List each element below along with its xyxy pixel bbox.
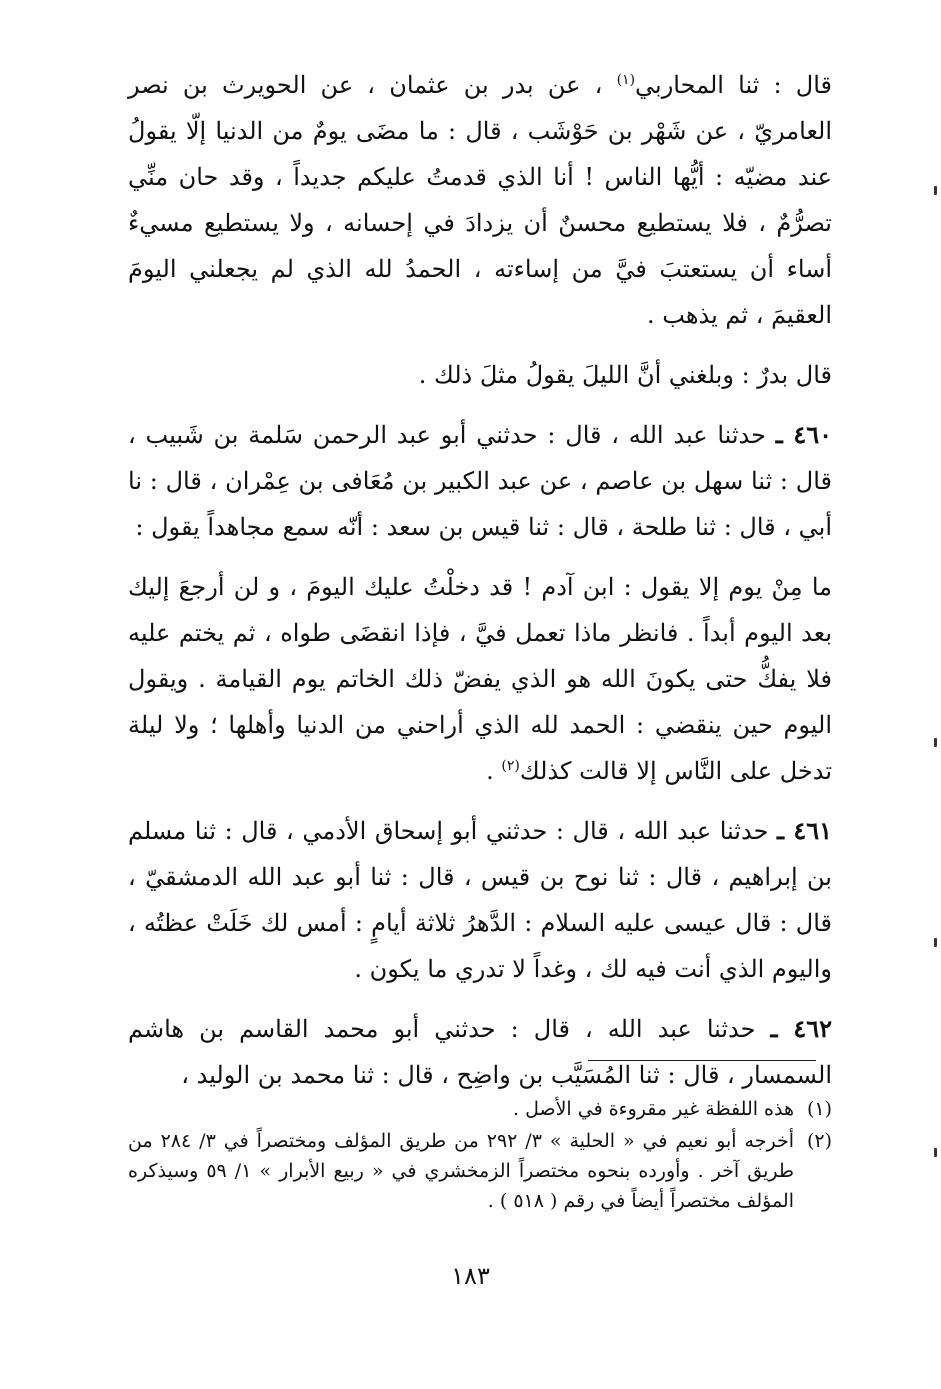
footnote-text: هذه اللفظة غير مقروءة في الأصل . — [512, 1098, 794, 1120]
paragraph-462 — [128, 1006, 832, 1098]
item-number: ٤٦٠ ـ — [775, 420, 832, 449]
item-number: ٤٦١ ـ — [777, 816, 833, 845]
paragraph-460 — [128, 412, 832, 550]
paragraph-text: حدثنا عبد الله ، قال : حدثني أبو عبد الرحمن سَلمة بن شَبيب ، قال : ثنا سهل بن عاصم ، عن عبد الكبير بن مُعَافى بن عِمْران ، قال : نا أبي ، قال : ثنا طلحة ، قال : ثنا قيس بن سعد : أنّه سمع مجاهداً يقول : — [128, 421, 832, 541]
footnote-mark: (١) — [806, 1098, 832, 1120]
footnote-divider — [588, 1060, 816, 1061]
paragraph-text: حدثنا عبد الله ، قال : حدثني أبو إسحاق الأدمي ، قال : ثنا مسلم بن إبراهيم ، قال : ثنا نوح بن قيس ، قال : ثنا أبو عبد الله الدمشقيّ ، قال : قال عيسى عليه السلام : الدَّهرُ ثلاثة أيامٍ : أمس لك خَلَتْ عظتُه ، واليوم الذي أنت فيه لك ، وغداً لا تدري ما يكون . — [128, 817, 832, 983]
scan-mark — [934, 938, 937, 947]
footnote-ref-2[interactable]: (٢) — [501, 758, 520, 774]
footnote-2 — [128, 1126, 832, 1216]
footnote-mark: (٢) — [806, 1130, 832, 1152]
page-number: ١٨٣ — [451, 1262, 490, 1290]
scan-mark — [934, 1148, 937, 1157]
paragraph-text: ، عن بدر بن عثمان ، عن الحويرث بن نصر العامريّ ، عن شَهْر بن حَوْشَب ، قال : ما مضَى يومٌ من الدنيا إلّا يقولُ عند مضيّه : أيُّها الناس ! أنا الذي قدمتُ عليكم جديداً ، وقد حان منِّي تصرُّمٌ ، فلا يستطيع محسنٌ أن يزدادَ في إحسانه ، ولا يستطيع مسيءٌ أساء أن يستعتبَ فيَّ من إساءته ، الحمدُ لله الذي لم يجعلني اليومَ العقيمَ ، ثم يذهب . — [128, 71, 833, 329]
main-text — [128, 62, 832, 1098]
paragraph-text: حدثنا عبد الله ، قال : حدثني أبو محمد القاسم بن هاشم السمسار ، قال : ثنا المُسَيَّب بن واضِح ، قال : ثنا محمد بن الوليد ، — [128, 1015, 832, 1089]
paragraph-text: قال : ثنا المحاربي — [635, 71, 832, 99]
item-number: ٤٦٢ ـ — [770, 1014, 832, 1043]
paragraph-2 — [128, 352, 832, 398]
footnote-ref-1[interactable]: (١) — [616, 72, 636, 88]
paragraph-4 — [128, 564, 832, 794]
footnote-1 — [128, 1094, 832, 1124]
paragraph-461 — [128, 808, 832, 992]
scan-mark — [934, 186, 937, 195]
paragraph-text: قال بدرٌ : وبلغني أنَّ الليلَ يقولُ مثلَ ذلك . — [418, 361, 832, 389]
paragraph-text: . — [486, 757, 502, 785]
footnote-text: أخرجه أبو نعيم في « الحلية » ٣/ ٢٩٢ من طريق المؤلف ومختصراً في ٣/ ٢٨٤ من طريق آخر . وأورده بنحوه مختصراً الزمخشري في « ربيع الأبرار » ١/ ٥٩ وسيذكره المؤلف مختصراً أيضاً في رقم ( ٥١٨ ) . — [128, 1130, 794, 1212]
paragraph-1 — [128, 62, 832, 338]
scan-mark — [934, 738, 937, 747]
paragraph-text: ما مِنْ يوم إلا يقول : ابن آدم ! قد دخلْتُ عليك اليومَ ، و لن أرجعَ إليك بعد اليوم أبداً . فانظر ماذا تعمل فيَّ ، فإذا انقضَى طواه ، ثم يختم عليه فلا يفكُّ حتى يكونَ الله هو الذي يفضّ ذلك الخاتم يوم القيامة . ويقول اليوم حين ينقضي : الحمد لله الذي أراحني من الدنيا وأهلها ؛ ولا ليلة تدخل على النَّاس إلا قالت كذلك — [128, 573, 832, 785]
footnotes — [128, 1094, 832, 1218]
